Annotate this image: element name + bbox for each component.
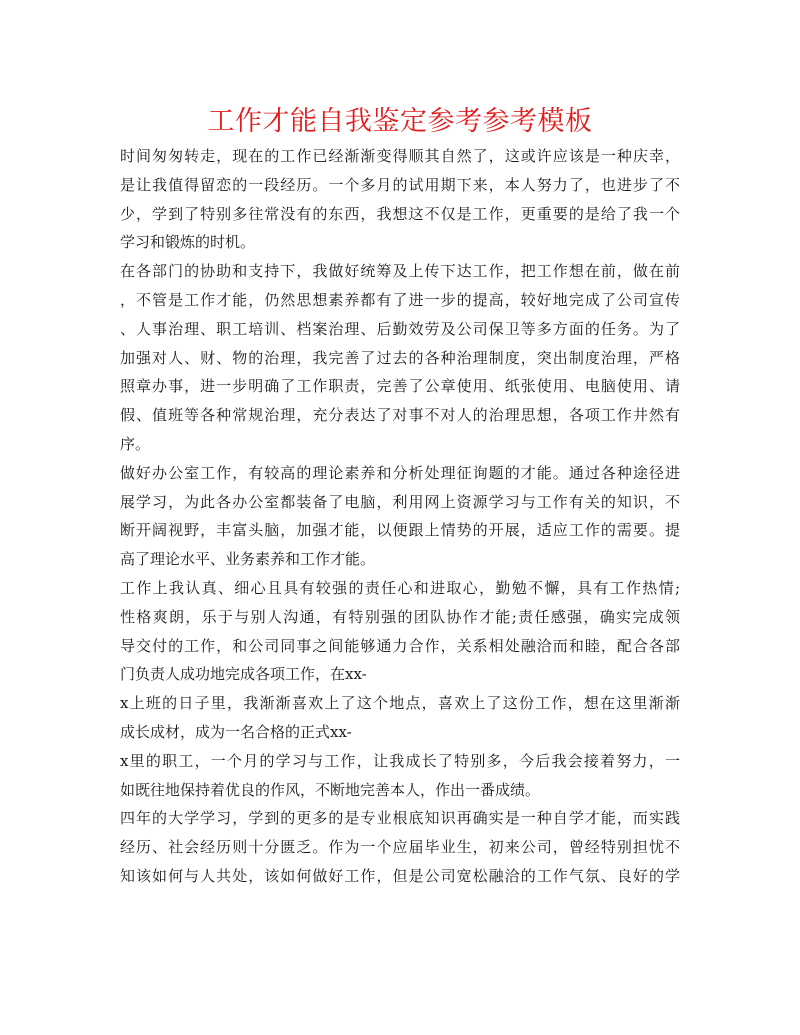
- paragraph-7: [120, 804, 680, 890]
- paragraph-6: [120, 747, 680, 805]
- text-line: x上班的日子里，我渐渐喜欢上了这个地点，喜欢上了这份工作，想在这里渐渐: [120, 694, 680, 713]
- text-line: 、人事治理、职工培训、档案治理、后勤效劳及公司保卫等多方面的任务。为了: [120, 319, 680, 338]
- text-line: 四年的大学学习，学到的更多的是专业根底知识再确实是一种自学才能，而实践: [120, 809, 680, 828]
- text-line: 序。: [120, 434, 151, 453]
- paragraph-4: [120, 574, 680, 689]
- text-line: 加强对人、财、物的治理，我完善了过去的各种治理制度，突出制度治理，严格: [120, 348, 680, 367]
- text-line: 做好办公室工作，有较高的理论素养和分析处理征询题的才能。通过各种途径进: [120, 463, 680, 482]
- paragraph-3: [120, 459, 680, 574]
- document-title: 工作才能自我鉴定参考参考模板: [207, 106, 593, 137]
- text-line: ，不管是工作才能，仍然思想素养都有了进一步的提高，较好地完成了公司宣传: [120, 290, 680, 309]
- text-line: 学习和锻炼的时机。: [120, 233, 256, 252]
- text-line: 知该如何与人共处，该如何做好工作，但是公司宽松融洽的工作气氛、良好的学: [120, 866, 680, 885]
- text-line: 门负责人成功地完成各项工作，在xx-: [120, 665, 367, 684]
- text-line: 导交付的工作，和公司同事之间能够通力合作，关系相处融洽而和睦，配合各部: [120, 636, 680, 655]
- text-line: 时间匆匆转走，现在的工作已经渐渐变得顺其自然了，这或许应该是一种庆幸，: [120, 147, 680, 165]
- text-line: 照章办事，进一步明确了工作职责，完善了公章使用、纸张使用、电脑使用、请: [120, 377, 680, 396]
- text-line: 是让我值得留恋的一段经历。一个多月的试用期下来，本人努力了，也进步了不: [120, 175, 680, 194]
- paragraph-2: [120, 257, 680, 459]
- paragraph-1: [120, 142, 680, 257]
- text-line: 性格爽朗，乐于与别人沟通，有特别强的团队协作才能;责任感强，确实完成领: [120, 607, 680, 626]
- text-line: 成长成材，成为一名合格的正式xx-: [120, 722, 352, 741]
- text-line: 在各部门的协助和支持下，我做好统筹及上传下达工作，把工作想在前，做在前: [120, 262, 680, 281]
- text-line: 高了理论水平、业务素养和工作才能。: [120, 550, 376, 569]
- paragraph-5: [120, 689, 680, 747]
- text-line: 少，学到了特别多往常没有的东西，我想这不仅是工作，更重要的是给了我一个: [120, 204, 680, 223]
- text-line: 经历、社会经历则十分匮乏。作为一个应届毕业生，初来公司，曾经特别担忧不: [120, 838, 680, 857]
- text-line: 工作上我认真、细心且具有较强的责任心和进取心，勤勉不懈，具有工作热情;: [120, 578, 680, 597]
- text-line: x里的职工，一个月的学习与工作，让我成长了特别多，今后我会接着努力，一: [120, 751, 680, 770]
- text-line: 展学习，为此各办公室都装备了电脑，利用网上资源学习与工作有关的知识，不: [120, 492, 680, 511]
- document-body: [120, 142, 680, 891]
- text-line: 断开阔视野，丰富头脑，加强才能，以便跟上情势的开展，适应工作的需要。提: [120, 521, 680, 540]
- text-line: 假、值班等各种常规治理，充分表达了对事不对人的治理思想，各项工作井然有: [120, 406, 680, 425]
- text-line: 如既往地保持着优良的作风，不断地完善本人，作出一番成绩。: [120, 780, 541, 799]
